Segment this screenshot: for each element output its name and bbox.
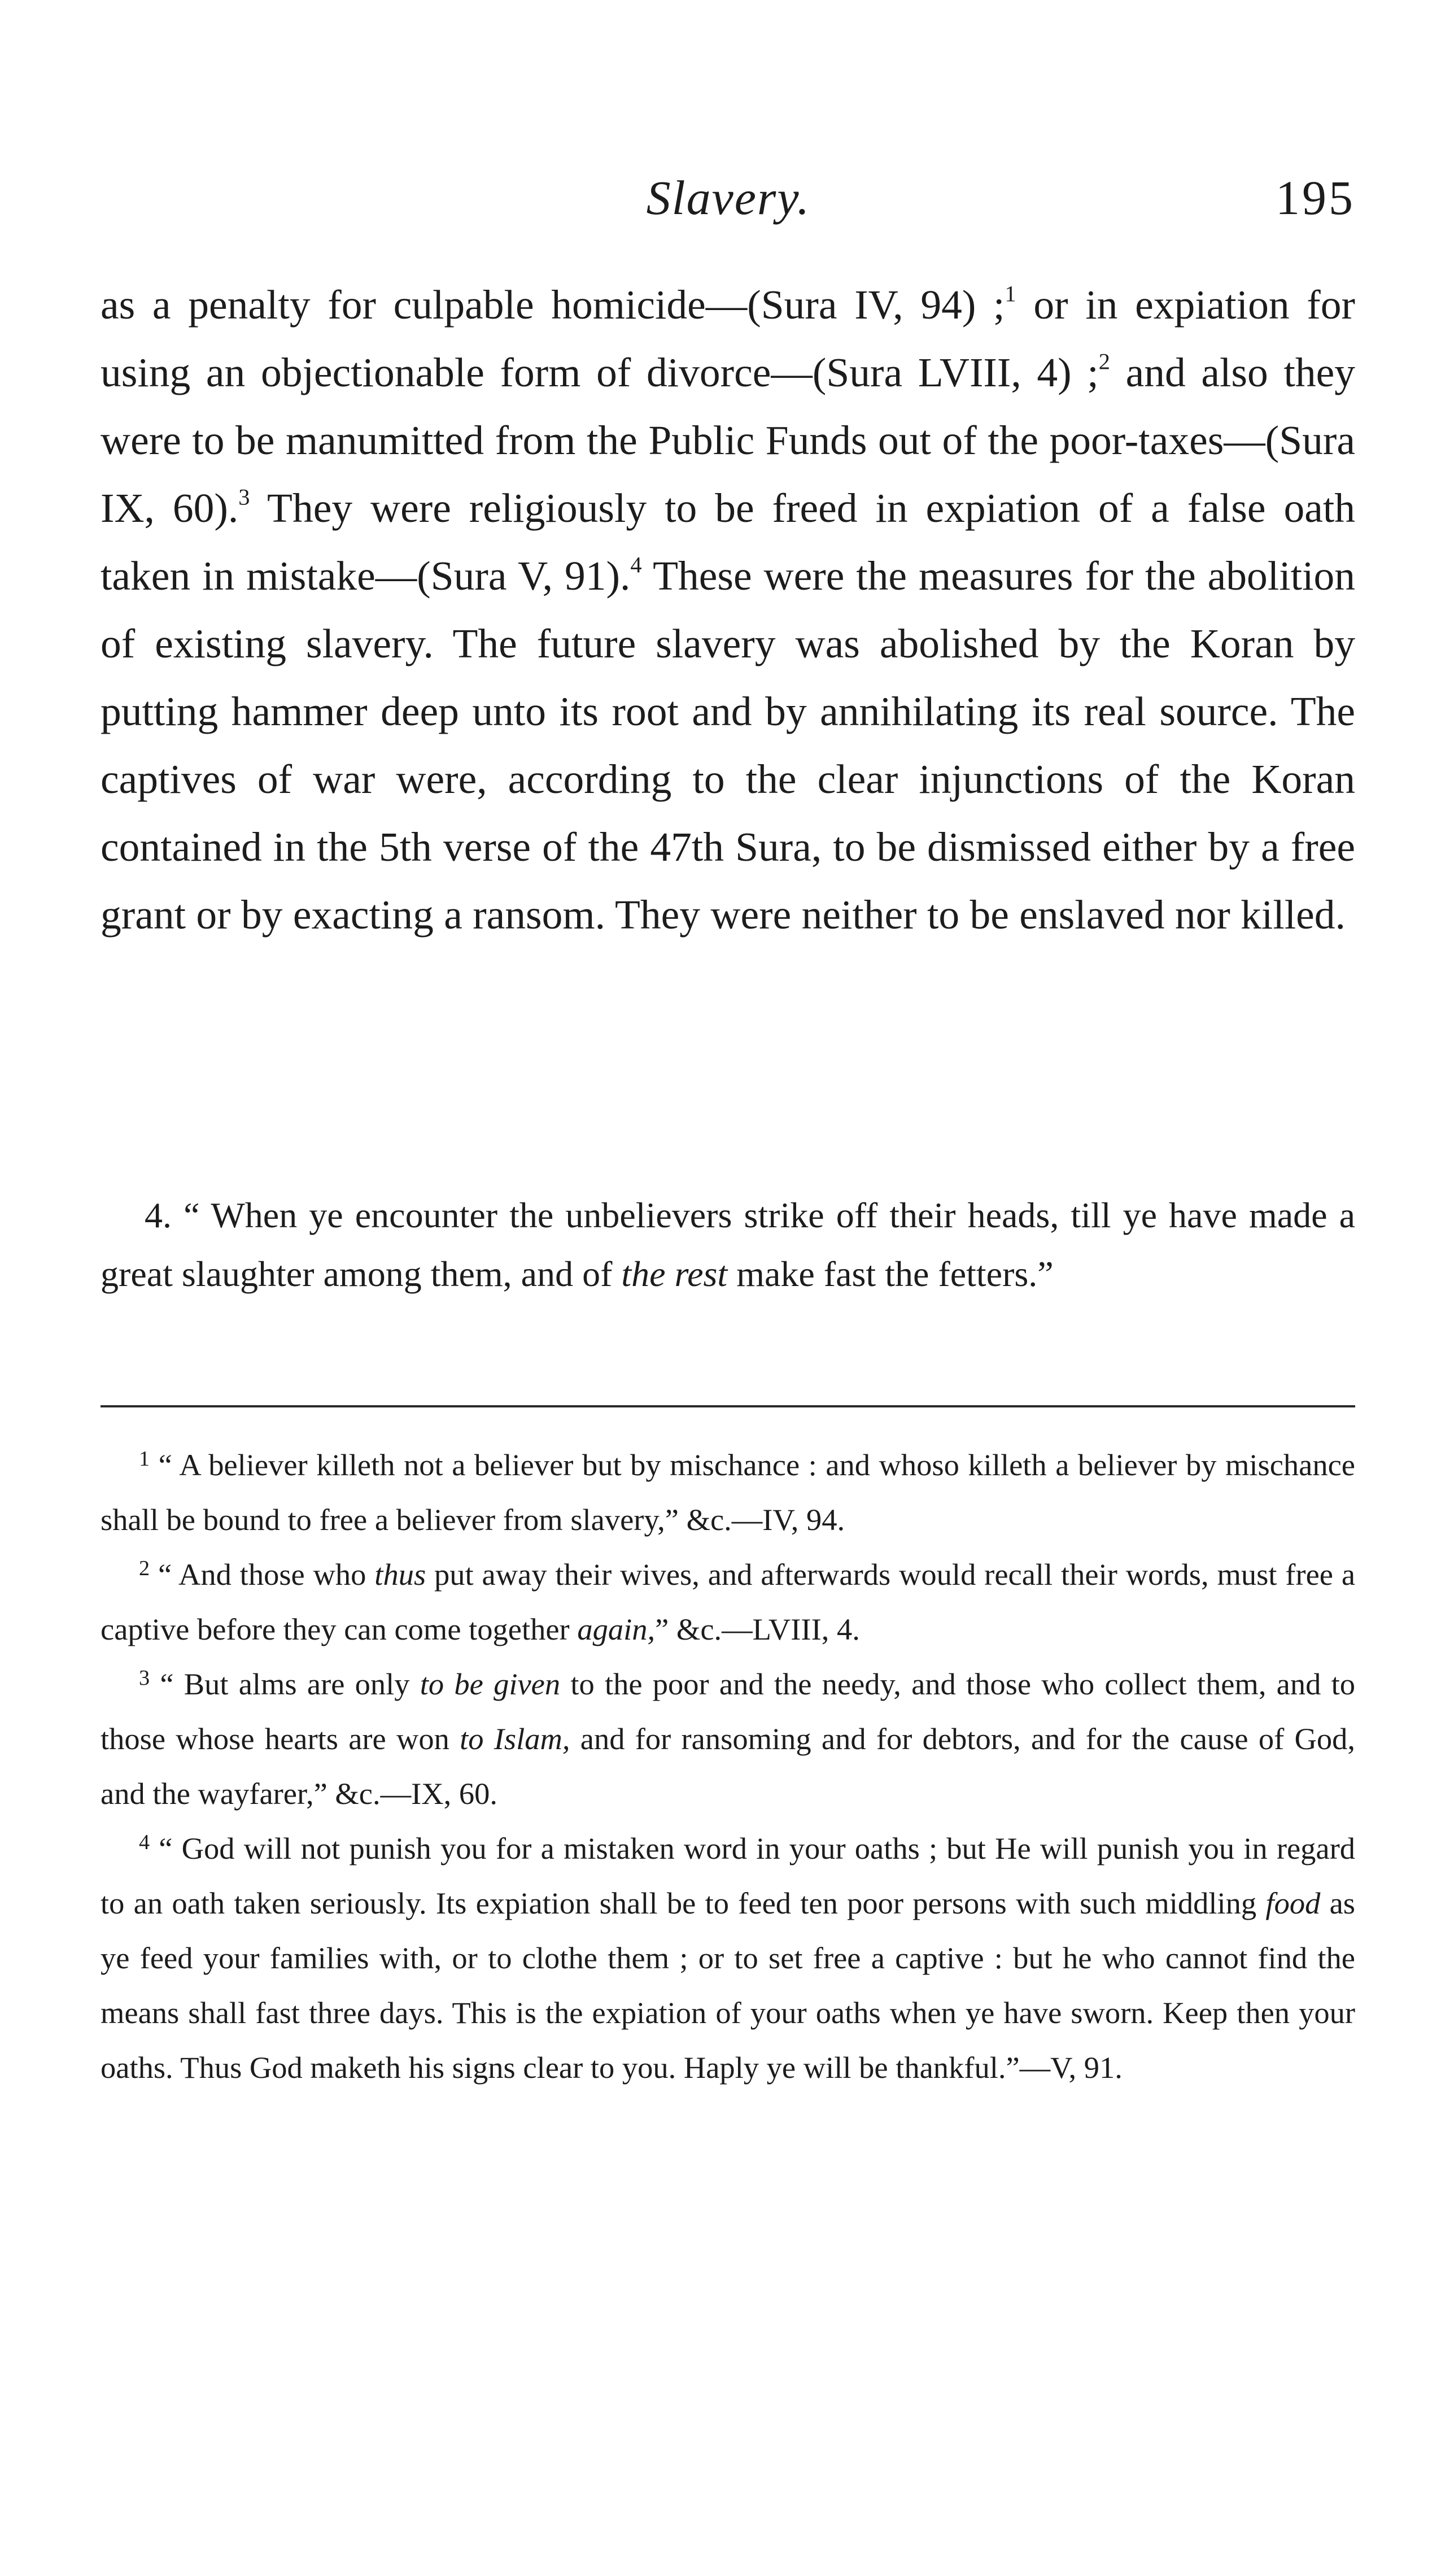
main-text-part: and also they were to be manumitted from the Public Funds out of the poor-taxes—(Sura IX, 60). xyxy=(101,350,1355,531)
footnotes xyxy=(101,1437,1355,2095)
footnote-4 xyxy=(101,1821,1355,2095)
running-head xyxy=(102,164,1355,232)
footnote-text-italic: food xyxy=(1265,1886,1321,1920)
footnote-text: to the poor and the needy, and those who collect them, and to those whose hearts are won xyxy=(101,1667,1355,1756)
footnote-text-italic: to Islam, xyxy=(460,1721,570,1756)
main-text-part: They were religiously to be freed in expiation of a false oath taken in mistake—(Sura V, 91). xyxy=(101,485,1355,599)
footnote-marker: 2 xyxy=(139,1556,150,1580)
verse-text-italic: the rest xyxy=(621,1254,728,1294)
footnote-marker: 1 xyxy=(139,1446,150,1471)
footnote-text-italic: to be given xyxy=(420,1667,561,1701)
footnote-ref-3: 3 xyxy=(238,484,250,510)
footnote-separator xyxy=(101,1405,1355,1407)
verse-quotation xyxy=(101,1186,1355,1304)
running-title: Slavery. xyxy=(646,171,811,225)
main-text-part: or in expiation for using an objectionable form of divorce—(Sura LVIII, 4) ; xyxy=(101,282,1355,395)
footnote-ref-1: 1 xyxy=(1005,281,1016,307)
main-text-part: These were the measures for the abolition of existing slavery. The future slavery was abolished by the Koran by putting hammer deep unto its root and by annihilating its real source. The captives of war were, according to the clear injunctions of the Koran contained in the 5th verse of the 47th Sura, to be dismissed either by a free grant or by exacting a ransom. They were neither to be enslaved nor killed. xyxy=(101,553,1355,938)
footnote-marker: 3 xyxy=(139,1666,150,1690)
footnote-text: as ye feed your families with, or to clothe them ; or to set free a captive : but he who cannot find the means shall fast three days. This is the expiation of your oaths when ye have sworn. Keep then your oaths. Thus God maketh his signs clear to you. Haply ye will be thankful.”—V, 91. xyxy=(101,1886,1355,2085)
footnote-1 xyxy=(101,1437,1355,1547)
footnote-marker: 4 xyxy=(139,1830,150,1854)
verse-number: 4. xyxy=(145,1195,172,1235)
footnote-text-italic: again, xyxy=(577,1612,656,1646)
footnote-ref-4: 4 xyxy=(630,552,642,578)
footnote-text: “ But alms are only xyxy=(160,1667,420,1701)
footnote-text: “ A believer killeth not a believer but by mischance : and whoso killeth a believer by mischance shall be bound to free a believer from slavery,” &c.—IV, 94. xyxy=(101,1448,1355,1537)
footnote-ref-2: 2 xyxy=(1098,348,1110,374)
footnote-3 xyxy=(101,1657,1355,1821)
main-paragraph xyxy=(101,271,1355,949)
page-number: 195 xyxy=(1276,171,1355,225)
verse-text: make fast the fetters.” xyxy=(727,1254,1054,1294)
main-text-part: as a penalty for culpable homicide—(Sura IV, 94) ; xyxy=(101,282,1005,328)
footnote-text: and for ransoming and for debtors, and for the cause of God, and the wayfarer,” &c.—IX, 60. xyxy=(101,1721,1355,1811)
footnote-text-italic: thus xyxy=(374,1557,426,1592)
footnote-text: “ And those who xyxy=(158,1557,375,1592)
footnote-text: ” &c.—LVIII, 4. xyxy=(655,1612,860,1646)
verse-text: “ When ye encounter the unbelievers strike off their heads, till ye have made a great slaughter among them, and of xyxy=(101,1195,1356,1294)
footnote-2 xyxy=(101,1547,1355,1657)
footnote-text: “ God will not punish you for a mistaken word in your oaths ; but He will punish you in regard to an oath taken seriously. Its expiation shall be to feed ten poor persons with such middling xyxy=(101,1831,1356,1920)
footnote-text: put away their wives, and afterwards would recall their words, must free a captive before they can come together xyxy=(101,1557,1356,1646)
